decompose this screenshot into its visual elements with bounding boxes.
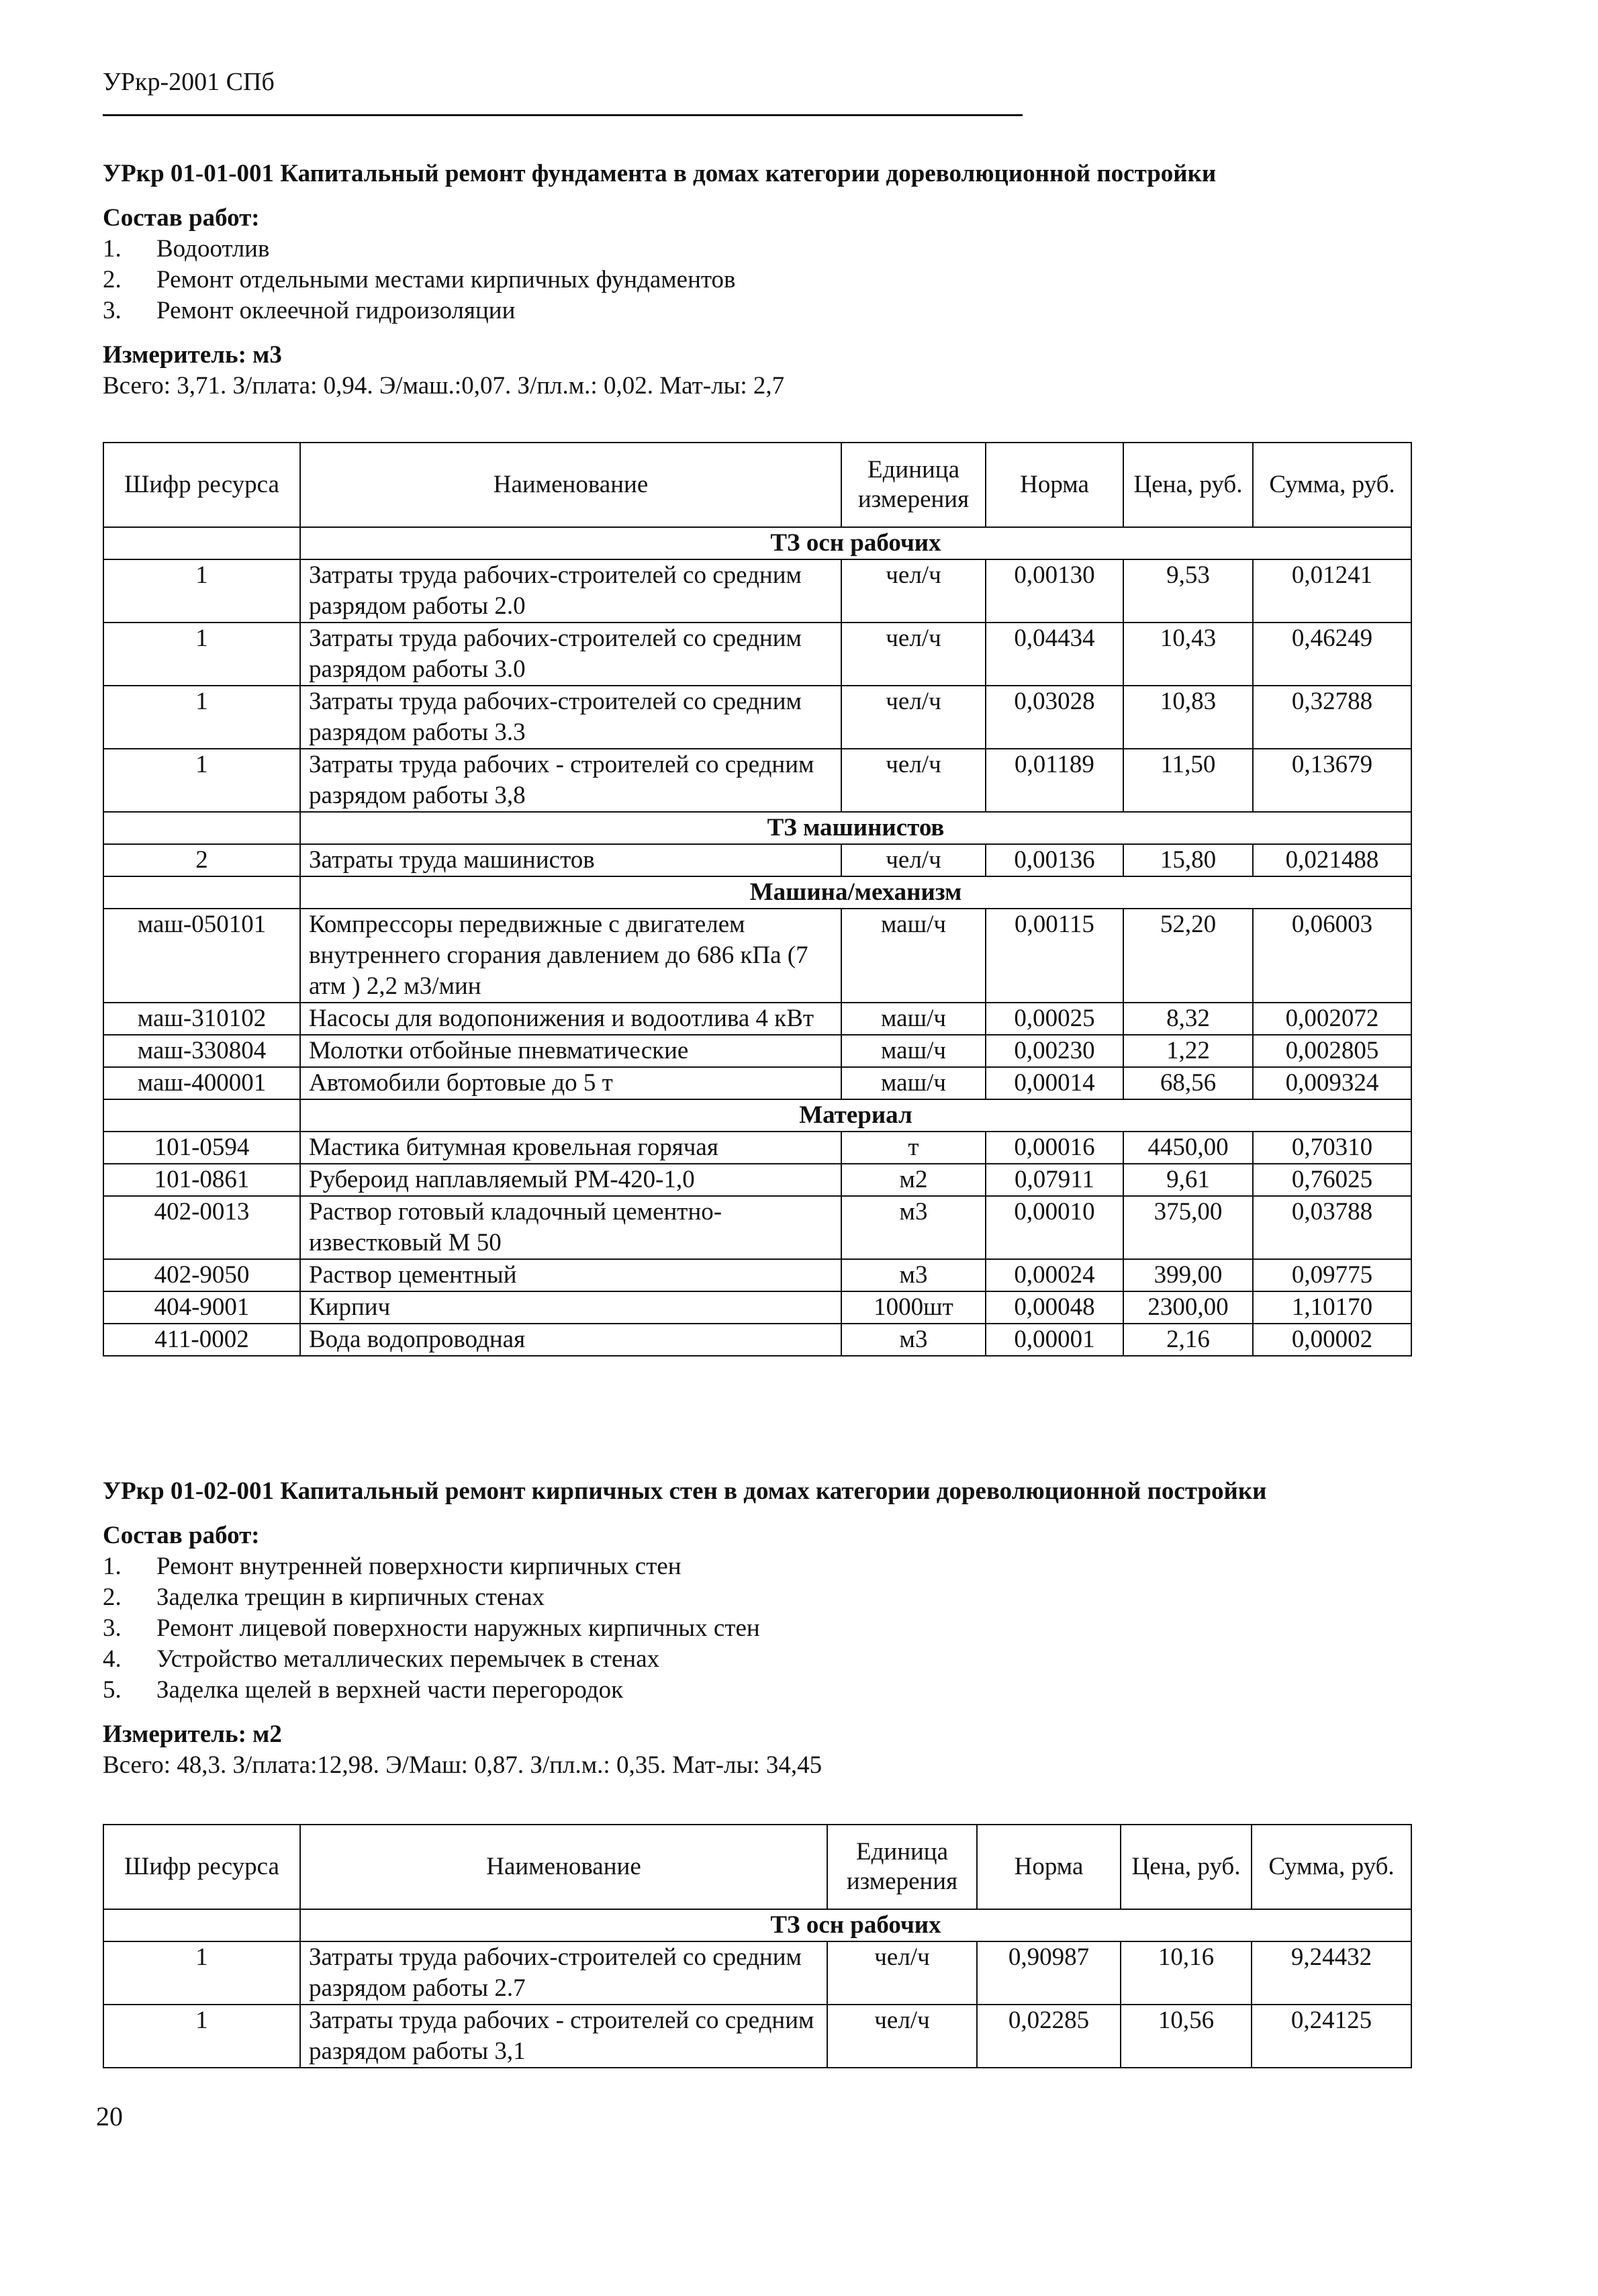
work-item-text: Ремонт отдельными местами кирпичных фундаментов <box>156 266 736 293</box>
resource-unit: маш/ч <box>841 1067 986 1099</box>
header-price: Цена, руб. <box>1121 1825 1252 1909</box>
resource-price: 2,16 <box>1123 1324 1253 1356</box>
resource-unit: м3 <box>841 1196 986 1259</box>
resource-unit: чел/ч <box>841 686 986 749</box>
work-item-number: 4. <box>103 1645 122 1673</box>
work-item <box>103 295 1446 326</box>
table-row <box>103 623 1411 686</box>
work-item-text: Заделка щелей в верхней части перегородок <box>156 1676 624 1704</box>
resource-code: маш-330804 <box>103 1035 300 1067</box>
resource-name: Рубероид наплавляемый РМ-420-1,0 <box>300 1164 841 1196</box>
resource-code: 101-0861 <box>103 1164 300 1196</box>
resource-name: Затраты труда рабочих - строителей со средним разрядом работы 3,1 <box>300 2005 827 2068</box>
group-code-cell <box>103 1909 300 1941</box>
resource-unit: чел/ч <box>841 559 986 623</box>
work-item-number: 1. <box>103 235 122 263</box>
resource-name: Затраты труда рабочих-строителей со средним разрядом работы 2.7 <box>300 1941 827 2005</box>
table-row <box>103 1196 1411 1259</box>
group-label: Машина/механизм <box>300 876 1411 909</box>
section-2-work-list <box>103 1551 1446 1706</box>
resource-price: 15,80 <box>1123 844 1253 876</box>
resource-code: 1 <box>103 749 300 812</box>
table-row <box>103 1291 1411 1324</box>
resource-name: Насосы для водопонижения и водоотлива 4 кВт <box>300 1003 841 1035</box>
resource-code: 402-0013 <box>103 1196 300 1259</box>
work-item-number: 2. <box>103 266 122 293</box>
resource-norm: 0,00016 <box>986 1132 1123 1164</box>
header-code: Шифр ресурса <box>103 443 300 527</box>
group-code-cell <box>103 527 300 559</box>
resource-code: маш-050101 <box>103 909 300 1003</box>
group-code-cell <box>103 876 300 909</box>
table-group-row <box>103 876 1411 909</box>
section-1-work-heading: Состав работ: <box>103 204 260 232</box>
work-item-text: Заделка трещин в кирпичных стенах <box>156 1583 545 1611</box>
resource-name: Кирпич <box>300 1291 841 1324</box>
resource-sum: 0,002805 <box>1253 1035 1411 1067</box>
section-2-work-heading: Состав работ: <box>103 1522 260 1549</box>
resource-norm: 0,00136 <box>986 844 1123 876</box>
resource-code: 1 <box>103 1941 300 2005</box>
resource-unit: чел/ч <box>841 749 986 812</box>
resource-price: 8,32 <box>1123 1003 1253 1035</box>
resource-code: 1 <box>103 2005 300 2068</box>
section-2-totals: Всего: 48,3. З/плата:12,98. Э/Маш: 0,87. З/пл.м.: 0,35. Мат-лы: 34,45 <box>103 1751 822 1779</box>
resource-price: 68,56 <box>1123 1067 1253 1099</box>
resource-sum: 0,002072 <box>1253 1003 1411 1035</box>
work-item <box>103 1675 1446 1706</box>
work-item <box>103 1644 1446 1675</box>
section-2-title: УРкр 01-02-001 Капитальный ремонт кирпичных стен в домах категории дореволюционной постройки <box>103 1477 1267 1505</box>
resource-name: Затраты труда рабочих - строителей со средним разрядом работы 3,8 <box>300 749 841 812</box>
resource-price: 375,00 <box>1123 1196 1253 1259</box>
resource-norm: 0,03028 <box>986 686 1123 749</box>
resource-unit: м3 <box>841 1324 986 1356</box>
work-item-number: 3. <box>103 1614 122 1642</box>
resource-price: 52,20 <box>1123 909 1253 1003</box>
header-unit: Единица измерения <box>827 1825 977 1909</box>
table-row <box>103 1067 1411 1099</box>
resource-norm: 0,00024 <box>986 1259 1123 1291</box>
table-row <box>103 1003 1411 1035</box>
resource-unit: чел/ч <box>841 623 986 686</box>
header-unit: Единица измерения <box>841 443 986 527</box>
work-item-number: 3. <box>103 297 122 324</box>
section-2 <box>103 1476 1446 1781</box>
section-1-title: УРкр 01-01-001 Капитальный ремонт фундамента в домах категории дореволюционной постройки <box>103 160 1217 187</box>
resource-norm: 0,00014 <box>986 1067 1123 1099</box>
resource-norm: 0,07911 <box>986 1164 1123 1196</box>
table-group-row <box>103 1099 1411 1132</box>
resource-sum: 9,24432 <box>1252 1941 1411 2005</box>
resource-unit: чел/ч <box>827 1941 977 2005</box>
resource-unit: т <box>841 1132 986 1164</box>
resource-unit: маш/ч <box>841 1035 986 1067</box>
resource-name: Раствор цементный <box>300 1259 841 1291</box>
resource-price: 399,00 <box>1123 1259 1253 1291</box>
table-group-row <box>103 812 1411 844</box>
resource-sum: 0,76025 <box>1253 1164 1411 1196</box>
resource-unit: чел/ч <box>827 2005 977 2068</box>
resource-name: Автомобили бортовые до 5 т <box>300 1067 841 1099</box>
resource-code: маш-400001 <box>103 1067 300 1099</box>
resource-sum: 0,09775 <box>1253 1259 1411 1291</box>
group-code-cell <box>103 1099 300 1132</box>
document-code: УРкр-2001 СПб <box>103 68 275 96</box>
resource-code: 101-0594 <box>103 1132 300 1164</box>
resource-price: 10,43 <box>1123 623 1253 686</box>
work-item <box>103 1582 1446 1613</box>
group-code-cell <box>103 812 300 844</box>
resource-unit: м2 <box>841 1164 986 1196</box>
resource-code: 2 <box>103 844 300 876</box>
resource-sum: 0,009324 <box>1253 1067 1411 1099</box>
table-row <box>103 1035 1411 1067</box>
resource-sum: 0,13679 <box>1253 749 1411 812</box>
resource-name: Молотки отбойные пневматические <box>300 1035 841 1067</box>
resource-unit: чел/ч <box>841 844 986 876</box>
resource-name: Вода водопроводная <box>300 1324 841 1356</box>
work-item <box>103 1613 1446 1644</box>
work-item-number: 5. <box>103 1676 122 1704</box>
resource-code: 411-0002 <box>103 1324 300 1356</box>
resource-norm: 0,00230 <box>986 1035 1123 1067</box>
resource-name: Затраты труда рабочих-строителей со средним разрядом работы 3.3 <box>300 686 841 749</box>
header-name: Наименование <box>300 443 841 527</box>
resource-price: 4450,00 <box>1123 1132 1253 1164</box>
resource-norm: 0,02285 <box>977 2005 1121 2068</box>
table-row <box>103 1164 1411 1196</box>
resource-unit: маш/ч <box>841 1003 986 1035</box>
section-1-resource-table <box>103 442 1412 1357</box>
header-norm: Норма <box>986 443 1123 527</box>
resource-name: Затраты труда машинистов <box>300 844 841 876</box>
table-row <box>103 559 1411 623</box>
resource-sum: 0,03788 <box>1253 1196 1411 1259</box>
section-1 <box>103 158 1446 402</box>
table-row <box>103 1941 1411 2005</box>
work-item-number: 2. <box>103 1583 122 1611</box>
resource-price: 9,61 <box>1123 1164 1253 1196</box>
resource-code: 1 <box>103 559 300 623</box>
resource-norm: 0,00048 <box>986 1291 1123 1324</box>
resource-norm: 0,01189 <box>986 749 1123 812</box>
table-row <box>103 1132 1411 1164</box>
group-label: Материал <box>300 1099 1411 1132</box>
resource-name: Компрессоры передвижные с двигателем внутреннего сгорания давлением до 686 кПа (7 атм ) 2,2 м3/мин <box>300 909 841 1003</box>
header-sum: Сумма, руб. <box>1253 443 1411 527</box>
resource-sum: 0,01241 <box>1253 559 1411 623</box>
group-label: ТЗ осн рабочих <box>300 1909 1411 1941</box>
table-group-row <box>103 1909 1411 1941</box>
table-row <box>103 749 1411 812</box>
section-1-measure: Измеритель: м3 <box>103 341 282 369</box>
table-row <box>103 1324 1411 1356</box>
resource-price: 9,53 <box>1123 559 1253 623</box>
section-1-work-list <box>103 234 1446 326</box>
resource-unit: маш/ч <box>841 909 986 1003</box>
resource-norm: 0,00130 <box>986 559 1123 623</box>
section-2-resource-table <box>103 1824 1412 2068</box>
resource-name: Раствор готовый кладочный цементно-известковый М 50 <box>300 1196 841 1259</box>
work-item-text: Ремонт оклеечной гидроизоляции <box>156 297 516 324</box>
header-name: Наименование <box>300 1825 827 1909</box>
page-number: 20 <box>96 2101 123 2131</box>
resource-norm: 0,04434 <box>986 623 1123 686</box>
header-norm: Норма <box>977 1825 1121 1909</box>
resource-price: 10,16 <box>1121 1941 1252 2005</box>
resource-norm: 0,00001 <box>986 1324 1123 1356</box>
work-item-text: Устройство металлических перемычек в стенах <box>156 1645 660 1673</box>
resource-sum: 0,021488 <box>1253 844 1411 876</box>
resource-sum: 0,24125 <box>1252 2005 1411 2068</box>
work-item-text: Водоотлив <box>156 235 270 263</box>
header-rule <box>103 114 1023 116</box>
resource-code: маш-310102 <box>103 1003 300 1035</box>
table-group-row <box>103 527 1411 559</box>
work-item-text: Ремонт внутренней поверхности кирпичных стен <box>156 1553 682 1580</box>
section-1-totals: Всего: 3,71. З/плата: 0,94. Э/маш.:0,07. З/пл.м.: 0,02. Мат-лы: 2,7 <box>103 372 785 400</box>
section-2-measure: Измеритель: м2 <box>103 1720 282 1748</box>
resource-price: 10,83 <box>1123 686 1253 749</box>
work-item-text: Ремонт лицевой поверхности наружных кирпичных стен <box>156 1614 760 1642</box>
resource-sum: 0,70310 <box>1253 1132 1411 1164</box>
table-row <box>103 909 1411 1003</box>
resource-price: 10,56 <box>1121 2005 1252 2068</box>
resource-code: 402-9050 <box>103 1259 300 1291</box>
resource-name: Затраты труда рабочих-строителей со средним разрядом работы 2.0 <box>300 559 841 623</box>
resource-code: 1 <box>103 686 300 749</box>
table-header-row <box>103 1825 1411 1909</box>
work-item <box>103 234 1446 265</box>
resource-sum: 0,32788 <box>1253 686 1411 749</box>
table-row <box>103 1259 1411 1291</box>
table-row <box>103 844 1411 876</box>
work-item-number: 1. <box>103 1553 122 1580</box>
resource-sum: 0,00002 <box>1253 1324 1411 1356</box>
resource-norm: 0,00010 <box>986 1196 1123 1259</box>
work-item <box>103 1551 1446 1582</box>
resource-unit: 1000шт <box>841 1291 986 1324</box>
resource-norm: 0,00115 <box>986 909 1123 1003</box>
header-sum: Сумма, руб. <box>1252 1825 1411 1909</box>
table-row <box>103 2005 1411 2068</box>
group-label: ТЗ машинистов <box>300 812 1411 844</box>
resource-code: 1 <box>103 623 300 686</box>
table-header-row <box>103 443 1411 527</box>
resource-price: 2300,00 <box>1123 1291 1253 1324</box>
resource-price: 1,22 <box>1123 1035 1253 1067</box>
resource-price: 11,50 <box>1123 749 1253 812</box>
resource-norm: 0,90987 <box>977 1941 1121 2005</box>
resource-sum: 0,06003 <box>1253 909 1411 1003</box>
resource-sum: 1,10170 <box>1253 1291 1411 1324</box>
resource-unit: м3 <box>841 1259 986 1291</box>
resource-sum: 0,46249 <box>1253 623 1411 686</box>
table-row <box>103 686 1411 749</box>
group-label: ТЗ осн рабочих <box>300 527 1411 559</box>
resource-name: Мастика битумная кровельная горячая <box>300 1132 841 1164</box>
header-price: Цена, руб. <box>1123 443 1253 527</box>
resource-code: 404-9001 <box>103 1291 300 1324</box>
resource-norm: 0,00025 <box>986 1003 1123 1035</box>
resource-name: Затраты труда рабочих-строителей со средним разрядом работы 3.0 <box>300 623 841 686</box>
header-code: Шифр ресурса <box>103 1825 300 1909</box>
work-item <box>103 265 1446 295</box>
